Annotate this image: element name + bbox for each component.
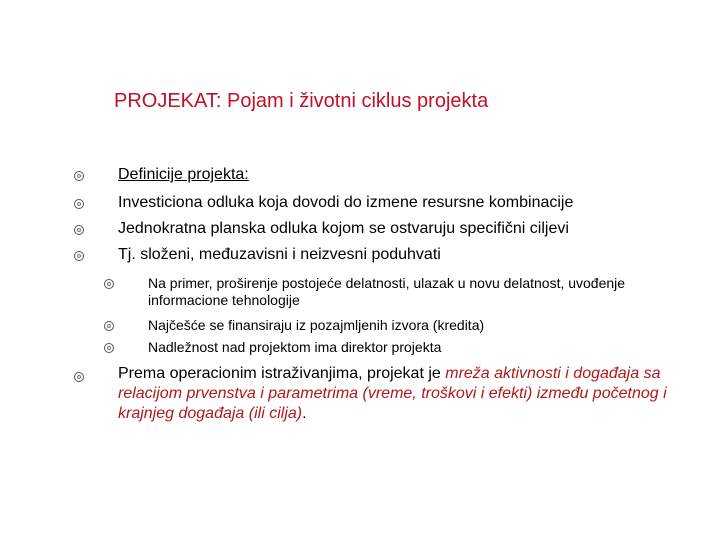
list-item: Tj. složeni, međuzavisni i neizvesni poduhvati	[118, 246, 441, 263]
bullet-icon	[104, 279, 114, 289]
sub-list-item: Na primer, proširenje postojeće delatnosti, ulazak u novu delatnost, uvođenje informacione tehnologije	[148, 275, 626, 308]
bullet-icon	[74, 199, 84, 209]
bullet-icon	[74, 225, 84, 235]
paragraph-end: .	[302, 405, 307, 422]
sub-list-item: Najčešće se finansiraju iz pozajmljenih izvora (kredita)	[148, 317, 485, 333]
paragraph-text: Prema operacionim istraživanjima, projekat je	[118, 365, 446, 382]
emphasized-definition: mreža aktivnosti i događaja sa relacijom prvenstva i parametrima (vreme, troškovi i efekti) između početnog i krajnjeg događaja (ili cilja)	[118, 365, 667, 422]
sub-list-item: Nadležnost nad projektom ima direktor projekta	[148, 339, 442, 355]
list-item: Jednokratna planska odluka kojom se ostvaruju specifični ciljevi	[118, 220, 569, 237]
list-item-definitions: Definicije projekta:	[118, 166, 249, 183]
bullet-icon	[74, 251, 84, 261]
definition-paragraph	[118, 364, 708, 424]
list-item: Investiciona odluka koja dovodi do izmene resursne kombinacije	[118, 194, 574, 211]
bullet-icon	[104, 321, 114, 331]
bullet-icon	[74, 372, 84, 382]
bullet-icon	[104, 343, 114, 353]
bullet-icon	[74, 171, 84, 181]
slide-title: PROJEKAT: Pojam i životni ciklus projekta	[114, 90, 489, 112]
